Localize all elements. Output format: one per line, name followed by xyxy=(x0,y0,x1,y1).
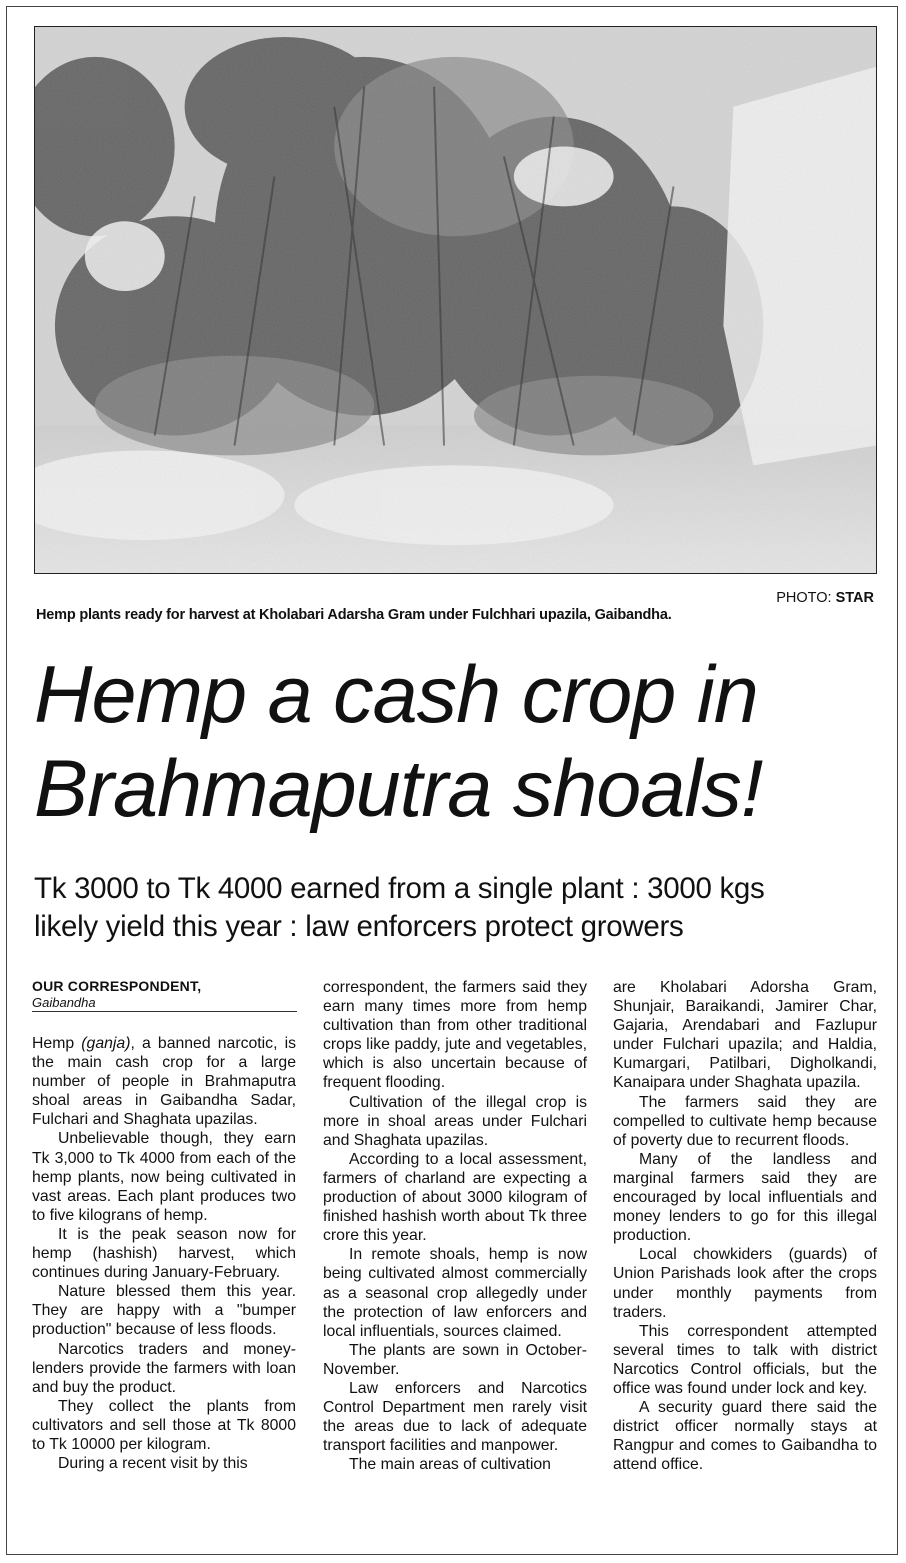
photo-credit-source: STAR xyxy=(835,590,874,606)
paragraph: According to a local assessment, farmers of charland are expecting a production of about 3000 kilogram of finished hashish worth about Tk three crore this year. xyxy=(323,1150,587,1245)
paragraph: They collect the plants from cultivators and sell those at Tk 8000 to Tk 10000 per kilogram. xyxy=(32,1397,296,1453)
hemp-plants-photo xyxy=(35,27,876,573)
paragraph: The farmers said they are compelled to cultivate hemp because of poverty due to recurrent floods. xyxy=(613,1093,877,1149)
paragraph: Nature blessed them this year. They are happy with a "bumper production" because of less floods. xyxy=(32,1283,296,1339)
byline-divider xyxy=(32,1011,297,1012)
paragraph: Unbelievable though, they earn Tk 3,000 to Tk 4000 from each of the hemp plants, now being cultivated in vast areas. Each plant produces two to five kilograns of hemp. xyxy=(32,1130,296,1224)
article-column-1 xyxy=(32,978,296,1473)
headline xyxy=(34,648,884,836)
paragraph: Many of the landless and marginal farmers said they are encouraged by local influentials and money lenders to go for this illegal production. xyxy=(613,1150,877,1245)
paragraph: are Kholabari Adorsha Gram, Shunjair, Baraikandi, Jamirer Char, Gajaria, Arendabari and Fazlupur under Fulchari upazila; and Haldia, Kumargari, Patilbari, Digholkandi, Kanaipara under Shaghata upazila. xyxy=(613,979,877,1092)
article-column-3 xyxy=(613,978,877,1474)
article-column-2 xyxy=(323,978,587,1474)
paragraph: During a recent visit by this xyxy=(58,1455,248,1473)
paragraph: correspondent, the farmers said they earn many times more from hemp cultivation than from other traditional crops like paddy, jute and vegetables, which is also uncertain because of frequent flooding. xyxy=(323,979,587,1092)
paragraph: It is the peak season now for hemp (hashish) harvest, which continues during January-February. xyxy=(32,1225,296,1282)
subheadline-line-2: likely yield this year : law enforcers protect growers xyxy=(34,910,684,943)
photo-caption: Hemp plants ready for harvest at Kholabari Adarsha Gram under Fulchhari upazila, Gaibandha. xyxy=(36,607,672,623)
paragraph: In remote shoals, hemp is now being cultivated almost commercially as a seasonal crop allegedly under the protection of law enforcers and local influentials, sources claimed. xyxy=(323,1246,587,1340)
headline-line-2: Brahmaputra shoals! xyxy=(34,744,763,834)
subheadline-line-1: Tk 3000 to Tk 4000 earned from a single plant : 3000 kgs xyxy=(34,872,765,905)
byline-name: OUR CORRESPONDENT, xyxy=(32,978,202,994)
news-photo xyxy=(34,26,877,574)
paragraph: Cultivation of the illegal crop is more in shoal areas under Fulchari and Shaghata upazilas. xyxy=(323,1093,587,1149)
paragraph: The main areas of cultivation xyxy=(349,1456,551,1474)
subheadline xyxy=(34,870,884,946)
paragraph: Law enforcers and Narcotics Control Department men rarely visit the areas due to lack of adequate transport facilities and manpower. xyxy=(323,1379,587,1455)
paragraph: Narcotics traders and money-lenders provide the farmers with loan and buy the product. xyxy=(32,1340,296,1396)
paragraph: Hemp (ganja), a banned narcotic, is the main cash crop for a large number of people in Brahmaputra shoal areas in Gaibandha Sadar, Fulchari and Shaghata upazilas. xyxy=(32,1035,296,1129)
paragraph: A security guard there said the district officer normally stays at Rangpur and comes to Gaibandha to attend office. xyxy=(613,1399,877,1474)
photo-credit: PHOTO: STAR xyxy=(776,590,874,606)
paragraph: This correspondent attempted several times to talk with district Narcotics Control officials, but the office was found under lock and key. xyxy=(613,1322,877,1397)
byline-place: Gaibandha xyxy=(32,995,96,1010)
paragraph: The plants are sown in October-November. xyxy=(323,1341,587,1378)
paragraph: Local chowkiders (guards) of Union Parishads look after the crops under monthly payments from traders. xyxy=(613,1246,877,1321)
headline-line-1: Hemp a cash crop in xyxy=(34,650,758,740)
